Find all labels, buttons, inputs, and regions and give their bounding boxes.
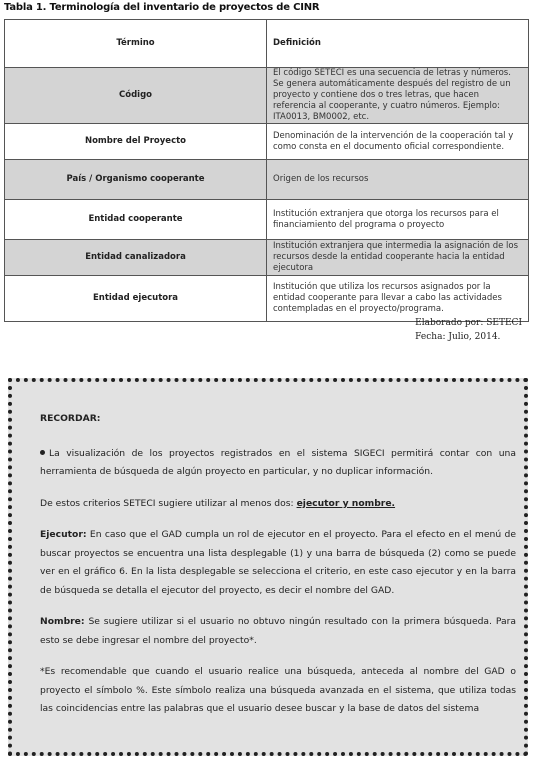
criteria-prefix: De estos criterios SETECI sugiere utilizar al menos dos:: [40, 497, 297, 509]
criteria-emphasis: ejecutor y nombre.: [296, 497, 396, 509]
term-cell: Entidad canalizadora: [5, 240, 267, 276]
term-cell: Entidad ejecutora: [5, 276, 267, 322]
credit-author: Elaborado por: SETECI: [415, 318, 522, 328]
credit-date: Fecha: Julio, 2014.: [415, 332, 501, 342]
term-cell: Nombre del Proyecto: [5, 124, 267, 160]
bullet-icon: [40, 450, 45, 455]
table-row: [5, 240, 529, 276]
reminder-box: [8, 378, 528, 756]
term-cell: País / Organismo cooperante: [5, 160, 267, 200]
definition-cell: Institución que utiliza los recursos asignados por la entidad cooperante para llevar a cabo las actividades contempladas en el proyecto/programa.: [267, 276, 529, 322]
header-definition: Definición: [267, 20, 529, 68]
source-credit: [415, 316, 522, 344]
nombre-text: Se sugiere utilizar si el usuario no obtuvo ningún resultado con la primera búsqueda. Para esto se debe ingresar el nombre del proyecto*.: [40, 616, 516, 646]
footnote-paragraph: *Es recomendable que cuando el usuario realice una búsqueda, anteceda al nombre del GAD o proyecto el símbolo %. Este símbolo realiza una búsqueda avanzada en el sistema, que utiliza todas las coincidencias entre las palabras que el usuario desee buscar y la base de datos del sistema: [40, 666, 516, 714]
table-row: [5, 160, 529, 200]
table-row: [5, 124, 529, 160]
ejecutor-label: Ejecutor:: [40, 529, 87, 540]
table-row: [5, 200, 529, 240]
criteria-paragraph: [40, 495, 516, 514]
definition-cell: Origen de los recursos: [267, 160, 529, 200]
nombre-label: Nombre:: [40, 616, 85, 627]
ejecutor-text: En caso que el GAD cumpla un rol de ejecutor en el proyecto. Para el efecto en el menú de buscar proyectos se encuentra una lista desplegable (1) y una barra de búsqueda (2) como se puede ver en el gráfico 6. En la lista desplegable se selecciona el criterio, en este caso ejecutor y en la barra de búsqueda se detalla el ejecutor del proyecto, es decir el nombre del GAD.: [40, 529, 516, 596]
term-cell: Código: [5, 68, 267, 124]
terminology-table: [4, 19, 529, 322]
nombre-paragraph: [40, 613, 516, 650]
bullet-text: La visualización de los proyectos registrados en el sistema SIGECI permitirá contar con una herramienta de búsqueda de algún proyecto en particular, y no duplicar información.: [40, 447, 516, 477]
reminder-content: [40, 410, 516, 732]
definition-cell: Institución extranjera que intermedia la asignación de los recursos desde la entidad cooperante hacia la entidad ejecutora: [267, 240, 529, 276]
table-row: [5, 68, 529, 124]
term-cell: Entidad cooperante: [5, 200, 267, 240]
table-header-row: [5, 20, 529, 68]
ejecutor-paragraph: [40, 526, 516, 600]
table-caption: Tabla 1. Terminología del inventario de proyectos de CINR: [4, 2, 320, 13]
header-term: Término: [5, 20, 267, 68]
reminder-bullet: [40, 445, 516, 482]
definition-cell: Institución extranjera que otorga los recursos para el financiamiento del programa o proyecto: [267, 200, 529, 240]
reminder-title: RECORDAR:: [40, 413, 101, 424]
definition-cell: Denominación de la intervención de la cooperación tal y como consta en el documento oficial correspondiente.: [267, 124, 529, 160]
definition-cell: El código SETECI es una secuencia de letras y números. Se genera automáticamente después del registro de un proyecto y contiene dos o tres letras, que hacen referencia al cooperante, y cuatro números. Ejemplo: ITA0013, BM0002, etc.: [267, 68, 529, 124]
table-row: [5, 276, 529, 322]
